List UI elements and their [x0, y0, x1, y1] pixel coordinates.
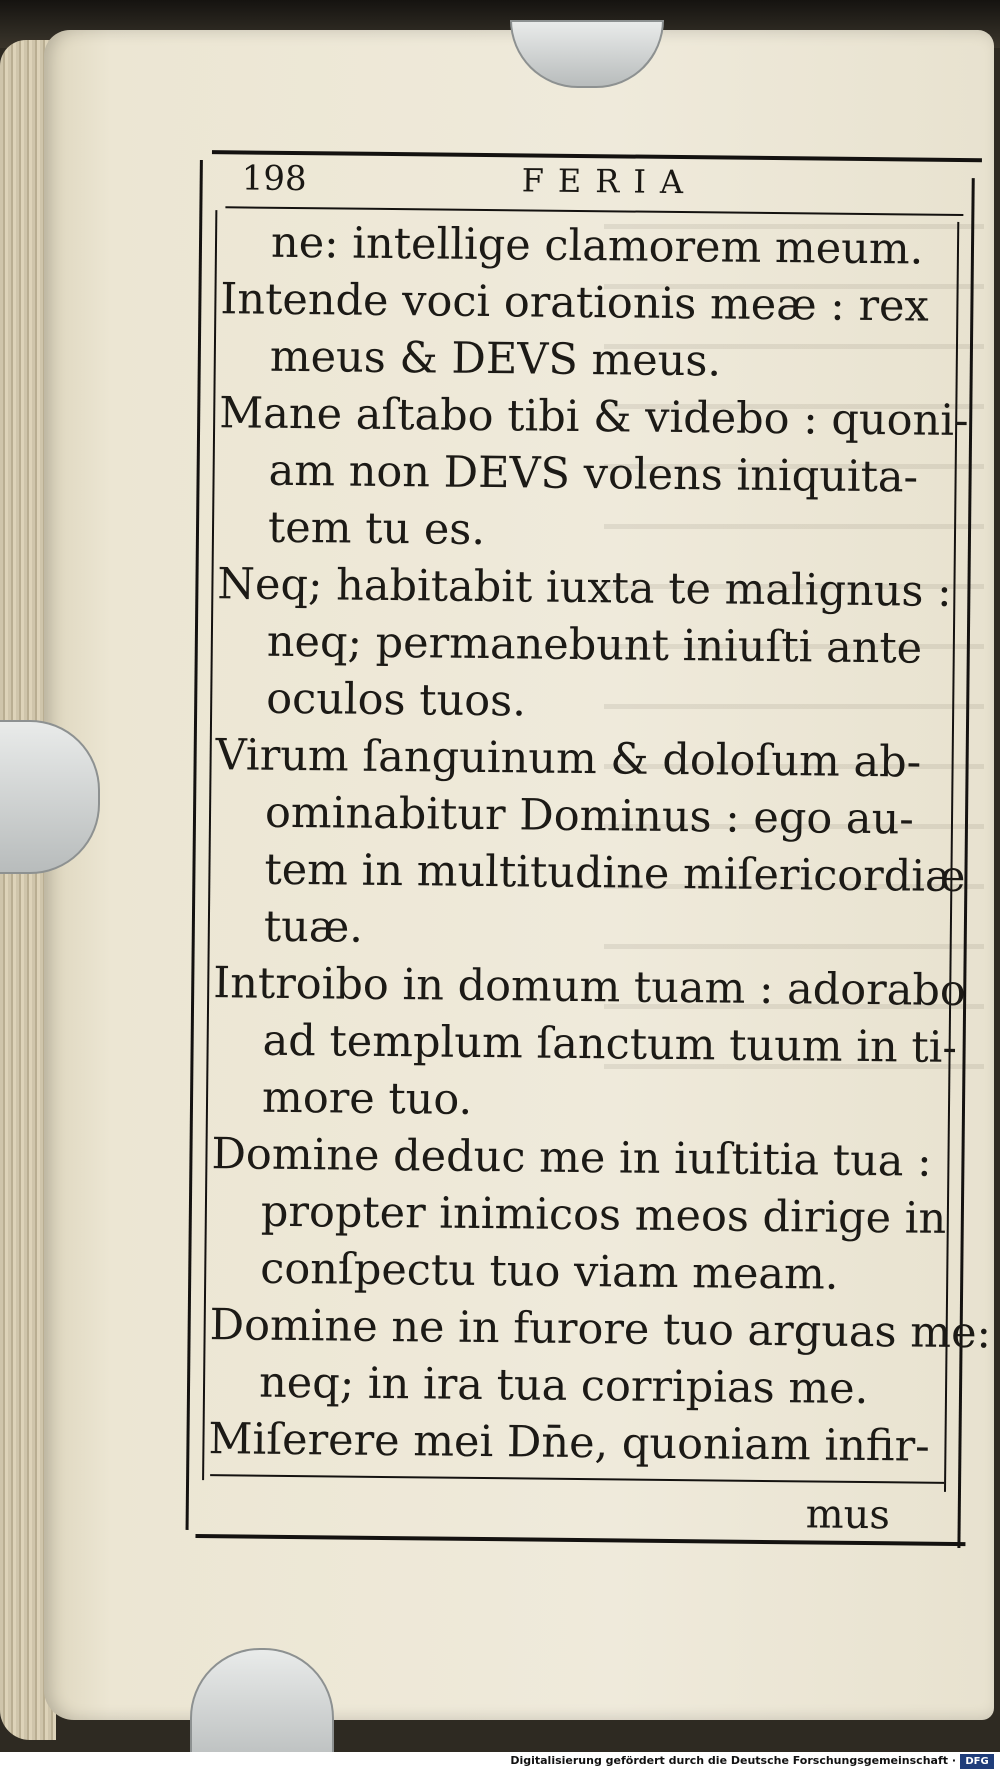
text-frame — [185, 150, 992, 1553]
text-line: ominabitur Dominus : ego au- — [264, 787, 915, 845]
funding-credit: Digitalisierung gefördert durch die Deutsche Forschungsgemeinschaft · — [510, 1754, 956, 1767]
text-line: more tuo. — [261, 1072, 473, 1125]
text-line: tem tu es. — [267, 502, 486, 556]
text-line: neq; in ira tua corripias me. — [258, 1357, 869, 1415]
text-line: Virum ſanguinum & doloſum ab- — [215, 730, 922, 788]
text-line: oculos tuos. — [265, 673, 527, 727]
page-number: 198 — [241, 158, 307, 200]
text-line: Mane aſtabo tibi & videbo : quoni- — [218, 388, 969, 447]
dfg-logo: DFG — [960, 1754, 994, 1769]
running-head: FERIA — [521, 161, 698, 202]
text-line: tuæ. — [263, 901, 364, 953]
text-line: neq; permanebunt iniuſti ante — [266, 616, 923, 674]
text-line: Domine deduc me in iuſtitia tua : — [211, 1129, 932, 1187]
catchword: mus — [805, 1491, 891, 1539]
text-line: meus & DEVS meus. — [269, 331, 722, 387]
text-line: ne: intellige clamorem meum. — [270, 217, 924, 275]
text-line: Miſerere mei Dn̄e, quoniam infir- — [208, 1414, 930, 1472]
text-line: propter inimicos meos dirige in — [260, 1186, 947, 1244]
text-line: am non DEVS volens iniquita- — [268, 445, 919, 503]
text-block — [208, 214, 992, 1482]
text-line: ad templum ſanctum tuum in ti- — [262, 1015, 958, 1073]
text-line: Neq; habitabit iuxta te malignus : — [217, 559, 952, 617]
text-line: Introibo in domum tuam : adorabo — [213, 958, 967, 1017]
text-line: conſpectu tuo viam meam. — [260, 1243, 839, 1300]
footer-bar — [0, 1752, 1000, 1772]
text-line: tem in multitudine miſericordiæ — [264, 844, 966, 903]
text-line: Intende voci orationis meæ : rex — [220, 274, 929, 332]
text-line: Domine ne in furore tuo arguas me: — [209, 1300, 992, 1359]
page-header — [241, 156, 941, 207]
